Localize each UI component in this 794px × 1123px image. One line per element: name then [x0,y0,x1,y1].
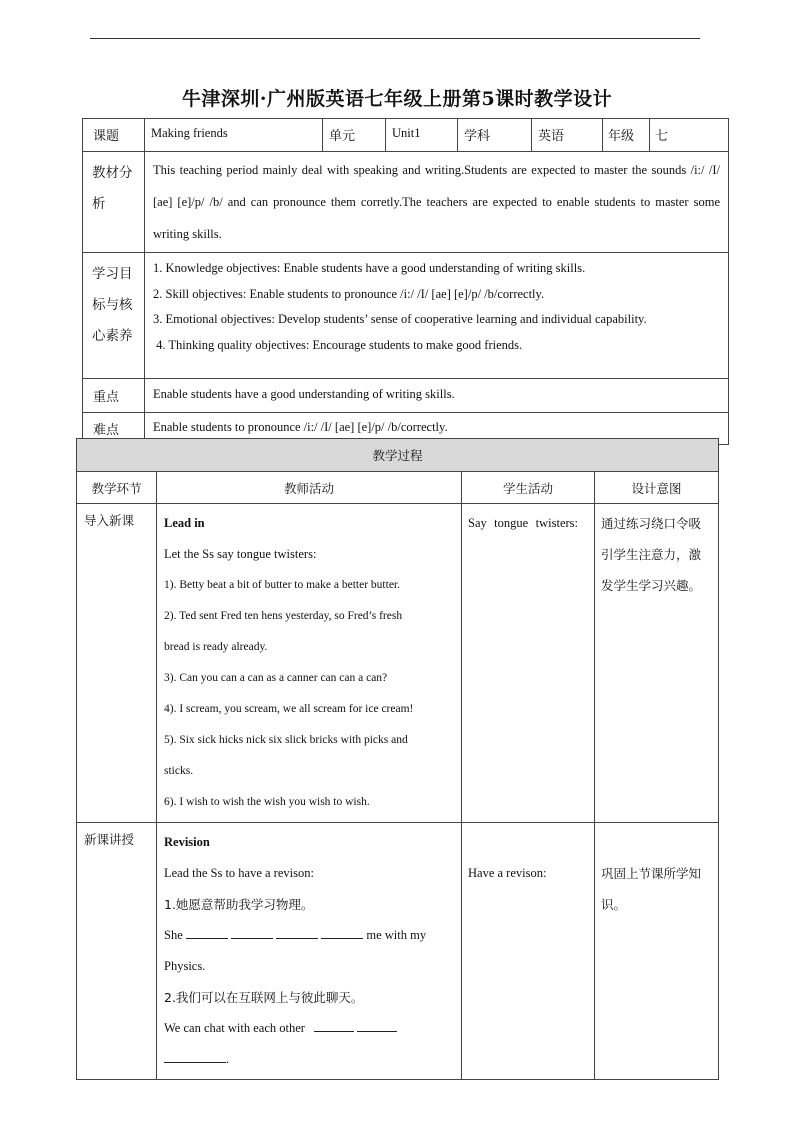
process-table [76,438,719,1080]
section-heading: Revision [164,835,210,849]
grade-value: 七 [650,119,729,152]
design-intent-revision: 巩固上节课所学知识。 [595,823,719,1080]
unit-label: 单元 [323,119,386,152]
topic-value: Making friends [145,119,323,152]
header-stage: 教学环节 [77,472,157,504]
answer-blank [231,925,273,939]
activity-line: 4). I scream, you scream, we all scream for ice cream! [164,703,414,715]
stage-new-lesson: 新课讲授 [77,823,157,1080]
teacher-activity-revision [157,823,462,1080]
objective-item: 3. Emotional objectives: Develop students’ sense of cooperative learning and individual capability. [153,312,647,326]
page-title: 牛津深圳·广州版英语七年级上册第5课时教学设计 [181,88,613,110]
objectives-label: 学习目标与核心素养 [83,253,145,379]
question-cn: 2.我们可以在互联网上与彼此聊天。 [164,990,364,1005]
topic-label: 课题 [83,119,145,152]
design-intent-lead-in: 通过练习绕口令吸引学生注意力，激发学生学习兴趣。 [595,504,719,823]
activity-line: Let the Ss say tongue twisters: [164,547,317,561]
analysis-text: This teaching period mainly deal with speaking and writing.Students are expected to master the sounds /i:/ /I/ [ae] [e]/p/ /b/ and can pronounce them corretly.The teachers are expected to enable students to master some writing skills. [145,152,729,253]
answer-blank [314,1018,354,1032]
objective-item: 2. Skill objectives: Enable students to pronounce /i:/ /I/ [ae] [e]/p/ /b/correctly. [153,286,545,301]
question-prefix: We can chat with each other [164,1021,305,1035]
answer-blank [321,925,363,939]
activity-line: Lead the Ss to have a revison: [164,866,314,880]
activity-line: 1). Betty beat a bit of butter to make a better butter. [164,579,400,591]
student-activity-revision [462,823,595,1080]
student-activity-text: Have a revison: [468,866,547,880]
activity-line: sticks. [164,765,194,777]
stage-lead-in: 导入新课 [77,504,157,823]
unit-value: Unit1 [386,119,458,152]
key-label: 重点 [83,379,145,413]
activity-line: 3). Can you can a can as a canner can can a can? [164,672,388,684]
activity-line: 6). I wish to wish the wish you wish to wish. [164,796,370,808]
teacher-activity-lead-in [157,504,462,823]
header-rule [90,38,700,39]
subject-label: 学科 [458,119,532,152]
student-activity-text: Say tongue twisters: [468,516,578,530]
analysis-label: 教材分析 [83,152,145,253]
question-en [164,1013,454,1044]
answer-blank [164,1049,226,1063]
objective-item: 1. Knowledge objectives: Enable students have a good understanding of writing skills. [153,261,586,275]
student-activity-lead-in [462,504,595,823]
subject-value: 英语 [532,119,603,152]
activity-line: 2). Ted sent Fred ten hens yesterday, so Fred’s fresh [164,610,403,622]
question-end: . [226,1052,230,1066]
answer-blank [357,1018,397,1032]
grade-label: 年级 [603,119,650,152]
answer-blank [186,925,228,939]
section-heading: Lead in [164,516,205,530]
answer-blank [276,925,318,939]
header-teacher: 教师活动 [157,472,462,504]
question-suffix: me with my [366,928,427,942]
question-continuation: Physics. [164,959,206,973]
question-en [164,1044,454,1075]
objectives-list [145,253,729,379]
header-intent: 设计意图 [595,472,719,504]
info-table [82,118,729,445]
objective-item: 4. Thinking quality objectives: Encourage students to make good friends. [153,337,523,352]
question-en [164,920,454,951]
key-text: Enable students have a good understanding of writing skills. [145,379,729,413]
difficult-text: Enable students to pronounce /i:/ /I/ [ae] [e]/p/ /b/correctly. [145,413,729,445]
activity-line: 5). Six sick hicks nick six slick bricks with picks and [164,734,408,746]
difficult-label: 难点 [83,413,145,445]
question-cn: 1.她愿意帮助我学习物理。 [164,897,314,912]
process-banner: 教学过程 [77,439,719,472]
header-student: 学生活动 [462,472,595,504]
activity-line: bread is ready already. [164,641,268,653]
question-prefix: She [164,928,183,942]
